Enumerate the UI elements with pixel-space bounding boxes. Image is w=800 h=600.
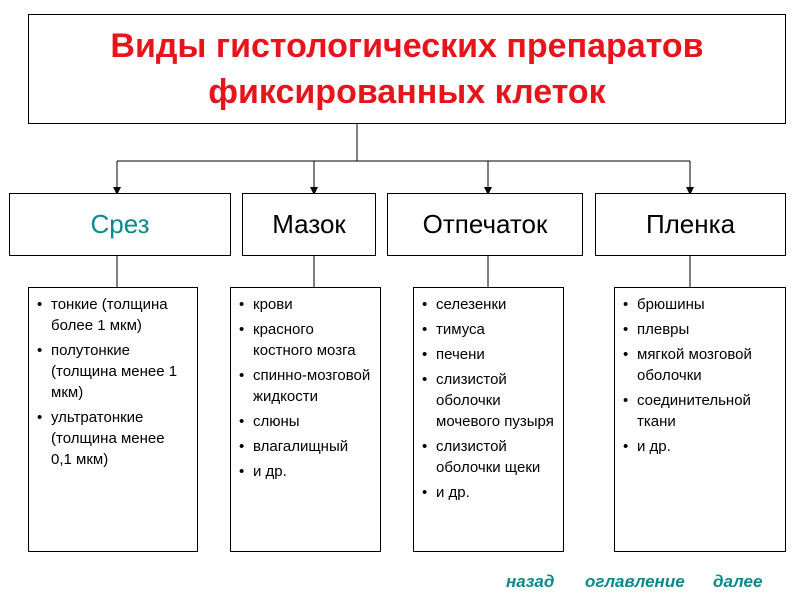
list-item: • слизистой оболочки мочевого пузыря [420, 369, 555, 432]
list-item: • соединительной ткани [621, 390, 777, 432]
list-item: • мягкой мозговой оболочки [621, 344, 777, 386]
nav-next-link[interactable]: далее [713, 572, 763, 591]
list-item: • и др. [621, 436, 777, 457]
list-item: • спинно-мозговой жидкости [237, 365, 372, 407]
list-item: • полутонкие (толщина менее 1 мкм) [35, 340, 189, 403]
category-box-mazok: Мазок [242, 193, 376, 256]
list-box-mazok [230, 287, 381, 552]
list-box-srez [28, 287, 198, 552]
list-box-plenka [614, 287, 786, 552]
list-item: • слизистой оболочки щеки [420, 436, 555, 478]
list-item: • слюны [237, 411, 372, 432]
list-plenka [621, 294, 777, 457]
category-box-otpechatok: Отпечаток [387, 193, 583, 256]
title-line-1: Виды гистологических препаратов [110, 27, 704, 65]
list-item: • печени [420, 344, 555, 365]
list-item: • тонкие (толщина более 1 мкм) [35, 294, 189, 336]
title-line-2: фиксированных клеток [208, 73, 606, 111]
list-box-otpechatok [413, 287, 564, 552]
list-item: • влагалищный [237, 436, 372, 457]
diagram-title-box [28, 14, 786, 124]
list-item: • крови [237, 294, 372, 315]
list-item: • селезенки [420, 294, 555, 315]
list-item: • ультратонкие (толщина менее 0,1 мкм) [35, 407, 189, 470]
nav-contents-link[interactable]: оглавление [585, 572, 685, 591]
category-box-srez: Срез [9, 193, 231, 256]
list-item: • красного костного мозга [237, 319, 372, 361]
list-item: • плевры [621, 319, 777, 340]
list-item: • брюшины [621, 294, 777, 315]
list-otpechatok [420, 294, 555, 503]
list-srez [35, 294, 189, 470]
diagram-title [110, 23, 703, 115]
list-mazok [237, 294, 372, 482]
nav-back-link[interactable]: назад [506, 572, 555, 591]
list-item: • тимуса [420, 319, 555, 340]
list-item: • и др. [237, 461, 372, 482]
category-box-plenka: Пленка [595, 193, 786, 256]
list-item: • и др. [420, 482, 555, 503]
